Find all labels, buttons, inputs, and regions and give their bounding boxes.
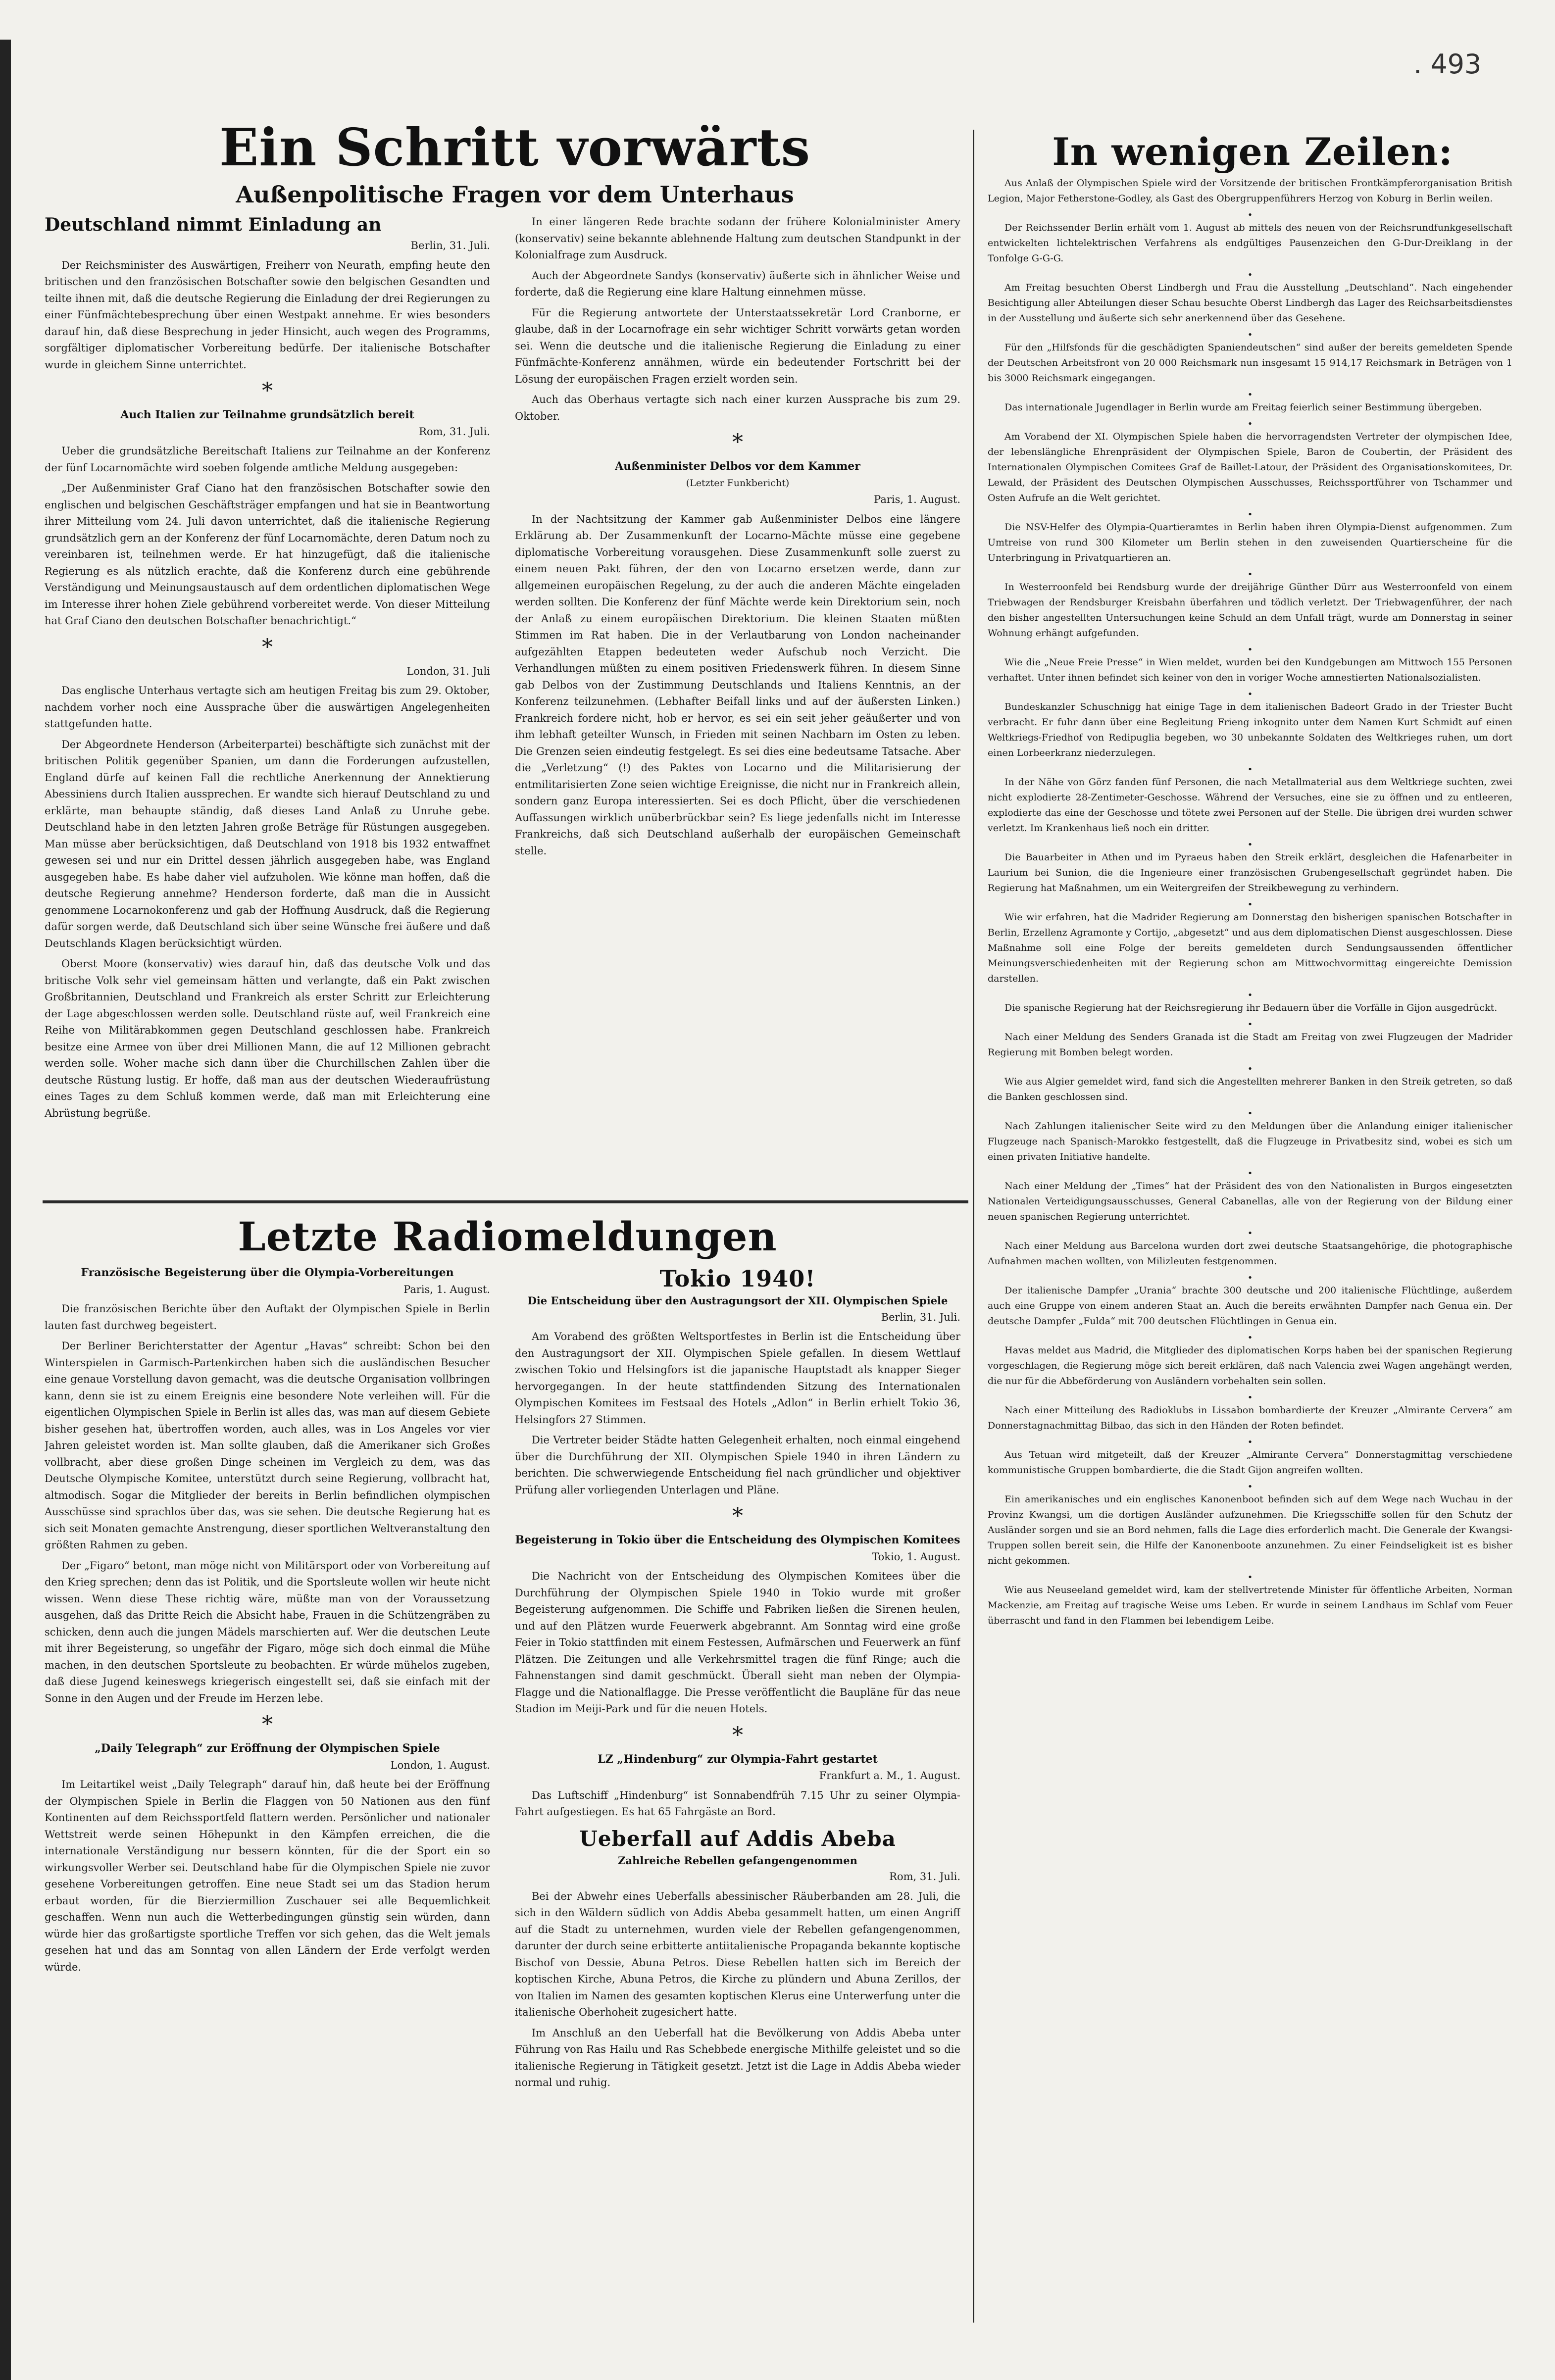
- brief-separator: •: [1247, 1019, 1253, 1030]
- brief-item: Das internationale Jugendlager in Berlin wurde am Freitag feierlich seiner Bestimmung übergeben.: [1004, 402, 1482, 413]
- brief-separator: •: [1247, 1064, 1253, 1074]
- binding-edge: [0, 40, 11, 2380]
- brief-item: In Westerroonfeld bei Rendsburg wurde der dreijährige Günther Dürr aus Westerroonfeld von einem Triebwagen der Rendsburger Kreisbahn überfahren und tödlich verletzt. Der Triebwagenführer, der nach den bisher angestellten Untersuchungen keine Schuld an dem Unfall trägt, wurde am Donnerstag in seiner Wohnung erhängt aufgefunden.: [988, 582, 1512, 639]
- london-paragraph-3: Oberst Moore (konservativ) wies darauf hin, daß das deutsche Volk und das britische Volk sehr viel gemeinsam hätten und verlangte, daß ein Pakt zwischen Großbritannien, Deutschland und Frankreich als erster Schritt zur Erleichterung der Lage abgeschlossen werden solle. Deutschland rüste auf, weil Frankreich eine Reihe von Militärabkommen gegen Deutschland geschlossen habe. Frankreich besitze eine Armee von über drei Millionen Mann, die auf 12 Millionen gebracht werden solle. Woher mache sich dann über die Churchillschen Zahlen über die deutsche Rüstung lustig. Er hoffe, daß man aus der deutschen Wiederaufrüstung eines Tages zu dem Schluß kommen werde, daß man mit Erleichterung eine Abrüstung begrüße.: [45, 958, 490, 1119]
- begeisterung-title: Begeisterung in Tokio über die Entscheidung des Olympischen Komitees: [515, 1534, 960, 1546]
- france-title: Französische Begeisterung über die Olympia-Vorbereitungen: [81, 1266, 454, 1279]
- berlin-paragraph: Der Reichsminister des Auswärtigen, Freiherr von Neurath, empfing heute den britischen und den französischen Botschafter sowie den belgischen Gesandten und teilte ihnen mit, daß die deutsche Regierung die Einladung der drei Regierungen zu einer Fünfmächtebesprechung über einen Westpakt annehme. Er wies besonders darauf hin, daß diese Besprechung in jeder Hinsicht, auch wegen des Programms, sorgfältiger diplomatischer Vorbereitung bedürfe. Der italienische Botschafter wurde in gleichem Sinne unterrichtet.: [45, 259, 490, 371]
- brief-separator: •: [1247, 1228, 1253, 1239]
- telegraph-paragraph: Im Leitartikel weist „Daily Telegraph“ darauf hin, daß heute bei der Eröffnung der Olympischen Spiele in Berlin die Flaggen von 50 Nationen aus den fünf Kontinenten auf dem Reichssportfeld flattern werden. Persönlicher und nationaler Wettstreit werde seinen Höhepunkt in den Kämpfen erreichen, die die internationale Verständigung nur bessern könnten, für die der Sport ein so wirkungsvoller Werber sei. Deutschland habe für die Olympischen Spiele nie zuvor gesehene Vorbereitungen getroffen. Eine neue Stadt sei um das Stadion herum erbaut worden, für die Bierziermillion Zuschauer sei alle Bequemlichkeit geschaffen. Wenn nun auch die Wetterbedingungen günstig sein würden, dann würde hier das großartigste sportliche Treffen vor sich gehen, das die Welt jemals gesehen hat und das am Sonntag von allen Ländern der Erde verfolgt werden würde.: [45, 1779, 490, 1973]
- addis-dateline: Rom, 31. Juli.: [889, 1871, 960, 1883]
- begeisterung-paragraph: Die Nachricht von der Entscheidung des Olympischen Komitees über die Durchführung der Olympischen Spiele 1940 in Tokio wurde mit großer Begeisterung aufgenommen. Die Schiffe und Fabriken ließen die Sirenen heulen, und auf den Plätzen wurde Feuerwerk abgebrannt. Am Sonntag wird eine große Feier in Tokio stattfinden mit einem Festessen, Aufmärschen und Feuerwerk an fünf Plätzen. Die Zeitungen und alle Verkehrsmittel tragen die fünf Ringe; auch die Fahnenstangen sind damit geschmückt. Überall sieht man neben der Olympia-Flagge und die Nationalflagge. Die Presse veröffentlicht die Baupläne für das neue Stadion im Meiji-Park und für die neuen Hotels.: [515, 1570, 960, 1715]
- brief-item: Der Reichssender Berlin erhält vom 1. August ab mittels des neuen von der Reichsrundfunkgesellschaft entwickelten lichtelektrischen Verfahrens als endgültiges Pausenzeichen den G-Dur-Dreiklang in der Tonfolge G-G-G.: [988, 222, 1512, 264]
- radio-column-1: [45, 1265, 490, 2324]
- brief-separator: •: [1247, 569, 1253, 580]
- section-star: *: [262, 1712, 273, 1737]
- lead-headline: Ein Schritt vorwärts: [219, 117, 811, 178]
- delbos-title: Außenminister Delbos vor dem Kammer: [615, 460, 860, 473]
- section-star: *: [732, 430, 743, 455]
- brief-separator: •: [1247, 390, 1253, 400]
- zeppelin-title: LZ „Hindenburg“ zur Olympia-Fahrt gestartet: [598, 1752, 878, 1766]
- brief-separator: •: [1247, 1168, 1253, 1179]
- page-number: . 493: [1413, 49, 1482, 80]
- france-dateline: Paris, 1. August.: [403, 1283, 490, 1295]
- brief-item: Bundeskanzler Schuschnigg hat einige Tage in dem italienischen Badeort Grado in der Triester Bucht verbracht. Er fuhr dann über eine Begleitung Frieng inkognito unter dem Namen Kurt Schmidt auf einen Weltkriegs-Friedhof von Redipuglia begeben, wo 30 unbekannte Soldaten des Weltkrieges ruhen, um dort einen Lorbeerkranz niederzulegen.: [988, 701, 1512, 758]
- brief-separator: •: [1247, 1333, 1253, 1343]
- brief-separator: •: [1247, 210, 1253, 220]
- brief-separator: •: [1247, 509, 1253, 520]
- brief-item: Wie wir erfahren, hat die Madrider Regierung am Donnerstag den bisherigen spanischen Botschafter in Berlin, Erzellenz Agramonte y Cortijo, „abgesetzt“ und aus dem diplomatischen Dienst ausgeschlossen. Diese Maßnahme soll eine Folge der bereits gemeldeten durch Sendungsaussenden öffentlicher Meinungsverschiedenheiten mit der Regierung schon am Mittwochvormittag eingereichte Demission darstellen.: [988, 912, 1512, 984]
- lead-column-1: [45, 214, 490, 1184]
- begeisterung-dateline: Tokio, 1. August.: [872, 1550, 960, 1563]
- brief-item: Aus Tetuan wird mitgeteilt, daß der Kreuzer „Almirante Cervera“ Donnerstagmittag verschiedene kommunistische Gruppen bombardierte, die die Stadt Gijon angreifen wollten.: [988, 1449, 1512, 1476]
- london-paragraph-6: Für die Regierung antwortete der Unterstaatssekretär Lord Cranborne, er glaube, daß in der Locarnofrage ein sehr wichtiger Schritt vorwärts getan worden sei. Wenn die deutsche und die italienische Regierung die Einladung zu einer Fünfmächte-Konferenz annähmen, würde ein bedeutender Fortschritt bei der Lösung der europäischen Fragen erzielt worden sein.: [515, 306, 960, 385]
- brief-separator: •: [1247, 1108, 1253, 1119]
- brief-item: In der Nähe von Görz fanden fünf Personen, die nach Metallmaterial aus dem Weltkriege suchten, zwei nicht explodierte 28-Zentimeter-Geschosse. Während der Versuches, eine sie zu öffnen und zu entleeren, explodierte das eine der Geschosse und tötete zwei Personen auf der Stelle. Die übrigen drei wurden schwer verletzt. Im Krankenhaus ließ noch ein dritter.: [988, 777, 1512, 834]
- italy-paragraph-2: „Der Außenminister Graf Ciano hat den französischen Botschafter sowie den englischen und belgischen Geschäftsträger empfangen und hat sie in Beantwortung ihrer Mitteilung vom 24. Juli davon unterrichtet, daß die italienische Regierung grundsätzlich gern an der Konferenz der fünf Locarnomächte, deren Datum noch zu vereinbaren ist, teilnehmen werde. Er hat hinzugefügt, daß die italienische Regierung es als nützlich erachte, daß die Konferenz durch eine gebührende Verständigung und Meinungsaustausch auf dem ordentlichen diplomatischen Wege im Interesse ihrer hohen Ziele gebührend vorbereitet werde. Von dieser Mitteilung hat Graf Ciano den deutschen Botschafter benachrichtigt.“: [45, 482, 490, 627]
- briefs-column: [988, 176, 1512, 2324]
- brief-separator: •: [1247, 1273, 1253, 1283]
- brief-separator: •: [1247, 689, 1253, 699]
- brief-item: Die Bauarbeiter in Athen und im Pyraeus haben den Streik erklärt, desgleichen die Hafenarbeiter in Laurium bei Sunion, die die Ingenieure einer französischen Grubengesellschaft gegründet haben. Die Regierung hat Maßnahmen, um ein Weitergreifen der Streikbewegung zu verhindern.: [988, 852, 1512, 893]
- tokio-dateline: Berlin, 31. Juli.: [881, 1311, 960, 1323]
- delbos-paragraph: In der Nachtsitzung der Kammer gab Außenminister Delbos eine längere Erklärung ab. Der Zusammenkunft der Locarno-Mächte müsse eine gegebene diplomatische Vorbereitung vorausgehen. Diese Zusammenkunft solle zuerst zu einem neuen Pakt führen, der den von Locarno ersetzen werde, dann zur allgemeinen europäischen Regelung, zu der auch die anderen Mächte eingeladen werden sollten. Die Konferenz der fünf Mächte werde kein Direktorium sein, noch der Anlaß zu einem europäischen Direktorium. Die kleinen Staaten müßten Stimmen im Rat haben. Die in der Verlautbarung von London nacheinander aufgezählten Etappen bedeuteten weder Aufschub noch Verzicht. Die Verhandlungen müßten zu einem positiven Friedenswerk führen. In diesem Sinne gab Delbos von der Zustimmung Deutschlands und Italiens Kenntnis, an der Konferenz teilzunehmen. (Lebhafter Beifall links und auf der äußersten Linken.) Frankreich fordere nicht, hob er hervor, es sei ein seit jeher geäußerter und von ihm lebhaft geteilter Wunsch, in Frieden mit seinen Nachbarn im Osten zu leben. Die Grenzen seien eindeutig festgelegt. Es sei dies eine bedeutsame Tatsache. Aber die „Verletzung“ (!) des Paktes von Locarno und die Militarisierung der entmilitarisierten Zone seien wichtige Ereignisse, die nicht nur in Frankreich allein, sondern ganz Europa interessierten. Sei es doch Pflicht, über die verschiedenen Auffassungen wirklich unüberbrückbar sein? Es liege jedenfalls nicht im Interesse Frankreichs, daß sich Deutschland außerhalb der europäischen Gemeinschaft stelle.: [515, 513, 960, 857]
- brief-item: Nach Zahlungen italienischer Seite wird zu den Meldungen über die Anlandung einiger italienischer Flugzeuge nach Spanisch-Marokko festgestellt, daß die Flugzeuge in Privatbesitz sind, wobei es sich um einen privaten Initiative handelte.: [988, 1121, 1512, 1162]
- italy-dateline: Rom, 31. Juli.: [419, 425, 490, 438]
- briefs-headline: In wenigen Zeilen:: [1052, 130, 1453, 174]
- lead-column-2: [515, 214, 960, 1184]
- tokio-headline: Tokio 1940!: [659, 1265, 816, 1292]
- brief-item: Havas meldet aus Madrid, die Mitglieder des diplomatischen Korps haben bei der spanischen Regierung vorgeschlagen, die Regierung möge sich bereit erklären, daß nach Valencia zwei Wagen angehängt werden, die nur für die Abbeförderung von Ausländern vorbehalten sein sollen.: [988, 1345, 1512, 1387]
- lead-subhead: Außenpolitische Fragen vor dem Unterhaus: [236, 181, 794, 208]
- brief-separator: •: [1247, 270, 1253, 280]
- zeppelin-dateline: Frankfurt a. M., 1. August.: [819, 1770, 960, 1782]
- brief-item: Wie die „Neue Freie Presse“ in Wien meldet, wurden bei den Kundgebungen am Mittwoch 155 Personen verhaftet. Unter ihnen befindet sich keiner von den in voriger Woche amnestierten Nationalsozialisten.: [988, 657, 1512, 683]
- brief-separator: •: [1247, 899, 1253, 910]
- tokio-paragraph-2: Die Vertreter beider Städte hatten Gelegenheit erhalten, noch einmal eingehend über die Durchführung der XII. Olympischen Spiele 1940 in ihren Ländern zu berichten. Die schwerwiegende Entscheidung fiel nach gründlicher und objektiver Prüfung aller vorliegenden Unterlagen und Pläne.: [515, 1434, 960, 1496]
- france-paragraph-2: Der Berliner Berichterstatter der Agentur „Havas“ schreibt: Schon bei den Winterspielen in Garmisch-Partenkirchen haben sich die ausländischen Besucher eine genaue Vorstellung davon gemacht, was die deutsche Organisation vollbringen kann, denn sie ist zu einem Ereignis eine besondere Note verleihen will. Für die eigentlichen Olympischen Spiele in Berlin ist alles das, was man auf diesem Gebiete bisher gesehen hat, übertroffen worden, auch alles, was in Los Angeles vor vier Jahren geleistet worden ist. Man sollte glauben, daß die Amerikaner sich Großes vollbracht, aber diese großen Dinge scheinen im Vergleich zu dem, was das Deutsche Olympische Komitee, unterstützt durch seine Regierung, vollbracht hat, altmodisch. Sogar die Mitglieder der bereits in Berlin befindlichen olympischen Ausschüsse sind sprachlos über das, was sie sehen. Die deutsche Regierung hat es sich seit Monaten gemachte Anstrengung, dieser sportlichen Weltveranstaltung den größten Rahmen zu geben.: [45, 1340, 490, 1551]
- section-star: *: [262, 634, 273, 660]
- brief-item: Aus Anlaß der Olympischen Spiele wird der Vorsitzende der britischen Frontkämpferorganisation British Legion, Major Fetherstone-Godley, als Gast des Obergruppenführers Herzog von Koburg in Berlin weilen.: [988, 178, 1512, 204]
- tokio-paragraph-1: Am Vorabend des größten Weltsportfestes in Berlin ist die Entscheidung über den Austragungsort der XII. Olympischen Spiele gefallen. In diesem Wettlauf zwischen Tokio und Helsingfors ist die japanische Hauptstadt als knapper Sieger hervorgegangen. In der heute stattfindenden Sitzung des Internationalen Olympischen Komitees im Festsaal des Hotels „Adlon“ in Berlin erhielt Tokio 36, Helsingfors 27 Stimmen.: [515, 1331, 960, 1426]
- brief-separator: •: [1247, 419, 1253, 429]
- brief-item: Für den „Hilfsfonds für die geschädigten Spaniendeutschen“ sind außer der bereits gemeldeten Spende der Deutschen Arbeitsfront von 20 000 Reichsmark nun insgesamt 15 914,17 Reichsmark in Beträgen von 1 bis 3000 Reichsmark eingegangen.: [988, 342, 1512, 384]
- brief-item: Die NSV-Helfer des Olympia-Quartieramtes in Berlin haben ihren Olympia-Dienst aufgenommen. Zum Umtreise von rund 300 Kilometer um Berlin stehen in den zuweisenden Quartierscheine für die Unterbringung in Privatquartieren an.: [988, 522, 1512, 563]
- brief-item: Wie aus Algier gemeldet wird, fand sich die Angestellten mehrerer Banken in den Streik getreten, so daß die Banken geschlossen sind.: [988, 1076, 1512, 1102]
- brief-separator: •: [1247, 840, 1253, 850]
- london-dateline: London, 31. Juli: [406, 665, 490, 677]
- france-paragraph-3: Der „Figaro“ betont, man möge nicht von Militärsport oder von Vorbereitung auf den Krieg sprechen; denn das ist Politik, und die Sportsleute wollen wir heute nicht wissen. Wenn diese These richtig wäre, müßte man von der Voraussetzung ausgehen, daß das Dritte Reich die Absicht habe, Frauen in die Schützengräben zu schicken, denn auch die jungen Mädels marschierten auf. Wer die deutschen Leute mit ihrer Begeisterung, so ungefähr der Figaro, möge sich doch einmal die Mühe machen, in den deutschen Sportsleute zu beobachten. Er würde mühelos zugeben, daß diese Jugend keineswegs kriegerisch eingestellt sei, daß sie einfach mit der Sonne in den Augen und der Freude im Herzen lebe.: [45, 1559, 490, 1704]
- brief-item: Wie aus Neuseeland gemeldet wird, kam der stellvertretende Minister für öffentliche Arbeiten, Norman Mackenzie, am Freitag auf tragische Weise ums Leben. Er wurde in seinem Landhaus im Schlaf vom Feuer überrascht und fand in den Flammen bei lebendigem Leibe.: [988, 1585, 1512, 1626]
- telegraph-title: „Daily Telegraph“ zur Eröffnung der Olympischen Spiele: [95, 1742, 440, 1755]
- brief-item: Die spanische Regierung hat der Reichsregierung ihr Bedauern über die Vorfälle in Gijon ausgedrückt.: [1004, 1002, 1498, 1013]
- addis-headline: Ueberfall auf Addis Abeba: [579, 1826, 896, 1851]
- london-paragraph-5: Auch der Abgeordnete Sandys (konservativ) äußerte sich in ähnlicher Weise und forderte, daß die Regierung eine klare Haltung einnehmen müsse.: [515, 269, 960, 298]
- radio-column-2: [515, 1265, 960, 2324]
- column-rule: [973, 130, 974, 2323]
- london-paragraph-1: Das englische Unterhaus vertagte sich am heutigen Freitag bis zum 29. Oktober, nachdem vorher noch eine Aussprache über die auswärtigen Angelegenheiten stattgefunden hatte.: [45, 685, 490, 730]
- france-paragraph-1: Die französischen Berichte über den Auftakt der Olympischen Spiele in Berlin lauten fast durchweg begeistert.: [45, 1303, 490, 1332]
- zeppelin-paragraph: Das Luftschiff „Hindenburg“ ist Sonnabendfrüh 7.15 Uhr zu seiner Olympia-Fahrt aufgestiegen. Es hat 65 Fahrgäste an Bord.: [515, 1789, 960, 1818]
- addis-paragraph-1: Bei der Abwehr eines Ueberfalls abessinischer Räuberbanden am 28. Juli, die sich in den Wäldern südlich von Addis Abeba gesammelt hatten, um einen Angriff auf die Stadt zu unternehmen, wurden viele der Rebellen gefangengenommen, darunter der durch seine erbitterte antiitalienische Propaganda bekannte koptische Bischof von Dessie, Abuna Petros. Diese Rebellen hatten sich im Bereich der koptischen Kirche, Abuna Petros, die Kirche zu plündern und Abuna Zerillos, der von Italien im Namen des gesamten koptischen Klerus eine Unterwerfung unter die italienische Oberhoheit zugesichert hatte.: [515, 1890, 960, 2018]
- brief-item: Der italienische Dampfer „Urania“ brachte 300 deutsche und 200 italienische Flüchtlinge, außerdem auch eine Gruppe von einem anderen Staat an. Auch die bereits erwähnten Dampfer nach Genua ein. Der deutsche Dampfer „Fulda“ mit 700 deutschen Flüchtlingen in Genua ein.: [988, 1285, 1512, 1327]
- section-star: *: [732, 1503, 743, 1529]
- radio-headline: Letzte Radiomeldungen: [238, 1213, 777, 1260]
- brief-separator: •: [1247, 1572, 1253, 1583]
- brief-separator: •: [1247, 764, 1253, 775]
- brief-separator: •: [1247, 1392, 1253, 1403]
- section-star: *: [732, 1722, 743, 1748]
- brief-separator: •: [1247, 1482, 1253, 1492]
- telegraph-dateline: London, 1. August.: [390, 1759, 490, 1771]
- london-paragraph-4: In einer längeren Rede brachte sodann der frühere Kolonialminister Amery (konservativ) seine bekannte ablehnende Haltung zum deutschen Standpunkt in der Kolonialfrage zum Ausdruck.: [515, 216, 960, 261]
- london-paragraph-7: Auch das Oberhaus vertagte sich nach einer kurzen Aussprache bis zum 29. Oktober.: [515, 394, 960, 422]
- italy-title: Auch Italien zur Teilnahme grundsätzlich bereit: [120, 408, 414, 421]
- section-star: *: [262, 378, 273, 403]
- london-paragraph-2: Der Abgeordnete Henderson (Arbeiterpartei) beschäftigte sich zunächst mit der britischen Politik gegenüber Spanien, um dann die Forderungen aufzustellen, England dürfe auf keinen Fall die rechtliche Anerkennung der Annektierung Abessiniens durch Italien aussprechen. Er wandte sich hierauf Deutschland zu und erklärte, man behaupte ständig, daß dieses Land Anlaß zu Unruhe gebe. Deutschland habe in den letzten Jahren große Beträge für Rüstungen ausgegeben. Man müsse aber berücksichtigen, daß Deutschland von 1918 bis 1932 entwaffnet gewesen sei und nur ein Drittel dessen jährlich ausgegeben habe, was England ausgegeben habe. Es habe daher viel aufzuholen. Wie könne man hoffen, daß die deutsche Regierung annehme? Henderson forderte, daß man die in Aussicht genommene Locarnokonferenz und gab der Hoffnung Ausdruck, daß die Regierung dafür sorgen werde, daß Deutschland sich über seine Wünsche frei äußere und daß Deutschlands Klagen berücksichtigt würden.: [45, 738, 490, 949]
- italy-paragraph-1: Ueber die grundsätzliche Bereitschaft Italiens zur Teilnahme an der Konferenz der fünf Locarnomächte wird soeben folgende amtliche Meldung ausgegeben:: [45, 445, 490, 474]
- addis-subtitle: Zahlreiche Rebellen gefangengenommen: [618, 1854, 857, 1867]
- delbos-dateline: Paris, 1. August.: [874, 494, 960, 505]
- brief-item: Nach einer Meldung des Senders Granada ist die Stadt am Freitag von zwei Flugzeugen der Madrider Regierung mit Bomben belegt worden.: [988, 1032, 1512, 1058]
- section-rule: [43, 1200, 968, 1203]
- tokio-subtitle: Die Entscheidung über den Austragungsort der XII. Olympischen Spiele: [527, 1294, 948, 1307]
- addis-paragraph-2: Im Anschluß an den Ueberfall hat die Bevölkerung von Addis Abeba unter Führung von Ras Hailu und Ras Schebbede energische Mithilfe geleistet und so die italienische Regierung in Tätigkeit gesetzt. Jetzt ist die Lage in Addis Abeba wieder normal und ruhig.: [515, 2027, 960, 2088]
- lead-kicker: Deutschland nimmt Einladung an: [45, 214, 382, 235]
- brief-separator: •: [1247, 1437, 1253, 1447]
- brief-item: Nach einer Mitteilung des Radioklubs in Lissabon bombardierte der Kreuzer „Almirante Cervera“ am Donnerstagnachmittag Bilbao, das sich in den Händen der Roten befindet.: [988, 1405, 1512, 1431]
- brief-separator: •: [1247, 330, 1253, 340]
- berlin-dateline: Berlin, 31. Juli.: [410, 240, 490, 251]
- brief-item: Nach einer Meldung aus Barcelona wurden dort zwei deutsche Staatsangehörige, die photographische Aufnahmen machen wollten, von Milizleuten festgenommen.: [988, 1240, 1512, 1267]
- brief-separator: •: [1247, 645, 1253, 655]
- brief-item: Am Freitag besuchten Oberst Lindbergh und Frau die Ausstellung „Deutschland“. Nach eingehender Besichtigung aller Abteilungen dieser Schau besuchte Oberst Lindbergh das Lager des Reichsarbeitsdienstes in der Ausstellung und äußerte sich sehr anerkennend über das Gesehene.: [988, 282, 1512, 324]
- delbos-subtitle: (Letzter Funkbericht): [686, 477, 790, 489]
- brief-item: Ein amerikanisches und ein englisches Kanonenboot befinden sich auf dem Wege nach Wuchau in der Provinz Kwangsi, um die dortigen Ausländer aufzunehmen. Die Kriegsschiffe sollen für den Schutz der Ausländer sorgen und sie an Bord nehmen, falls die Lage dies erforderlich macht. Die Generale der Kwangsi-Truppen sollen bereit sein, die Hilfe der Kanonenboote anzunehmen. Zu einer Feindseligkeit ist es bisher nicht gekommen.: [988, 1494, 1512, 1566]
- brief-item: Nach einer Meldung der „Times“ hat der Präsident des von den Nationalisten in Burgos eingesetzten Nationalen Verteidigungsausschusses, General Cabanellas, alle von der Regierung von der Bildung einer neuen spanischen Regierung unterrichtet.: [988, 1181, 1512, 1222]
- brief-separator: •: [1247, 990, 1253, 1000]
- brief-item: Am Vorabend der XI. Olympischen Spiele haben die hervorragendsten Vertreter der olympischen Idee, der lebenslängliche Ehrenpräsident der Olympischen Spiele, Baron de Coubertin, der Präsident des Internationalen Olympischen Comitees Graf de Baillet-Latour, der Präsident des Organisationskomitees, Dr. Lewald, der Präsident des Deutschen Olympischen Ausschusses, Reichssportführer von Tschammer und Osten Aufrufe an die Welt gerichtet.: [988, 431, 1512, 503]
